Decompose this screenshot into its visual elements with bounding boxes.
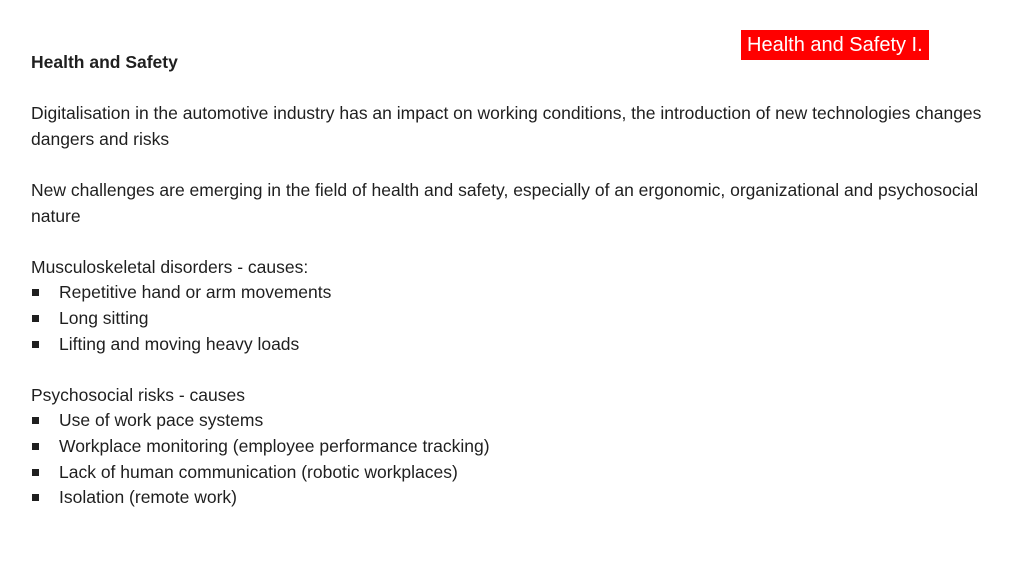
slide-heading: Health and Safety xyxy=(31,52,178,72)
list-item-text: Repetitive hand or arm movements xyxy=(59,282,332,303)
paragraph-challenges: New challenges are emerging in the field of health and safety, especially of an ergonomic, organizational and psychosocial nature xyxy=(31,179,979,226)
list-item xyxy=(31,408,991,434)
list-item xyxy=(31,434,991,460)
spacer xyxy=(31,357,991,383)
list-item xyxy=(31,460,991,486)
bullet-square-icon xyxy=(32,289,39,296)
list-item-text: Workplace monitoring (employee performance tracking) xyxy=(59,435,490,456)
psychosocial-title: Psychosocial risks - causes xyxy=(31,384,245,405)
list-item-text: Isolation (remote work) xyxy=(59,487,237,508)
bullet-square-icon xyxy=(32,469,39,476)
paragraph-digitalisation: Digitalisation in the automotive industry has an impact on working conditions, the introduction of new technologies changes dangers and risks xyxy=(31,103,982,149)
list-item xyxy=(31,332,991,358)
list-item xyxy=(31,306,991,332)
bullet-square-icon xyxy=(32,494,39,501)
list-item-text: Lifting and moving heavy loads xyxy=(59,333,300,354)
slide-content xyxy=(31,50,991,511)
bullet-square-icon xyxy=(32,341,39,348)
section-badge: Health and Safety I. xyxy=(741,30,929,60)
list-item-text: Lack of human communication (robotic workplaces) xyxy=(59,461,458,482)
list-item xyxy=(31,280,991,306)
musculoskeletal-title: Musculoskeletal disorders - causes: xyxy=(31,256,309,277)
musculoskeletal-list xyxy=(31,280,991,357)
bullet-square-icon xyxy=(32,443,39,450)
bullet-square-icon xyxy=(32,315,39,322)
spacer xyxy=(31,76,991,102)
bullet-square-icon xyxy=(32,417,39,424)
spacer xyxy=(31,229,991,255)
list-item-text: Use of work pace systems xyxy=(59,410,264,431)
list-item xyxy=(31,485,991,511)
list-item-text: Long sitting xyxy=(59,307,149,328)
psychosocial-list xyxy=(31,408,991,510)
spacer xyxy=(31,152,991,178)
